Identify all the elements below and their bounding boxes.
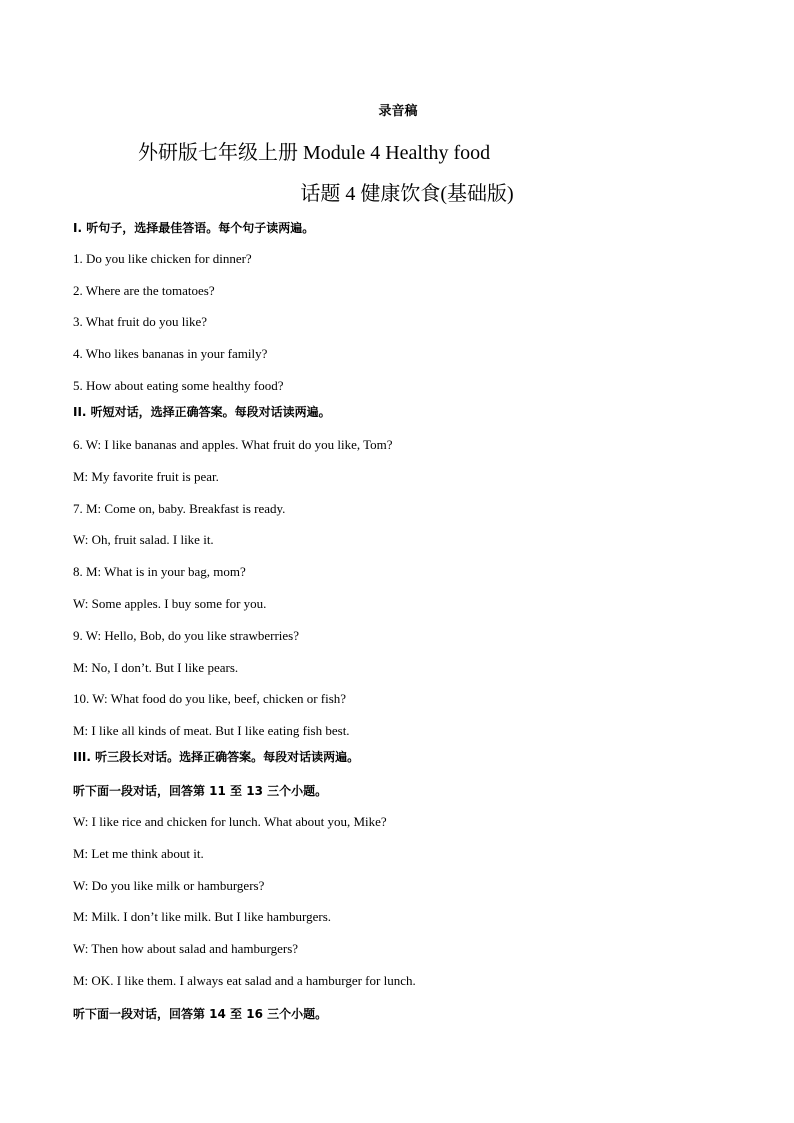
transcript-line: 5. How about eating some healthy food? — [73, 378, 284, 393]
document-label: 录音稿 — [378, 104, 418, 119]
transcript-line: M: OK. I like them. I always eat salad and a hamburger for lunch. — [73, 973, 416, 988]
document-title: 外研版七年级上册 Module 4 Healthy food — [138, 142, 491, 164]
transcript-line: 2. Where are the tomatoes? — [73, 283, 215, 298]
transcript-line: W: I like rice and chicken for lunch. What about you, Mike? — [73, 814, 387, 829]
transcript-line: M: My favorite fruit is pear. — [73, 469, 219, 484]
transcript-line: W: Do you like milk or hamburgers? — [73, 878, 265, 893]
transcript-line: W: Then how about salad and hamburgers? — [73, 941, 299, 956]
section-heading-3: III. 听三段长对话。选择正确答案。每段对话读两遍。 — [73, 750, 360, 764]
transcript-line: 10. W: What food do you like, beef, chicken or fish? — [73, 691, 347, 706]
transcript-line: 1. Do you like chicken for dinner? — [73, 251, 252, 266]
transcript-line: M: Milk. I don’t like milk. But I like hamburgers. — [73, 909, 332, 924]
transcript-line: 4. Who likes bananas in your family? — [73, 346, 268, 361]
transcript-line: 7. M: Come on, baby. Breakfast is ready. — [73, 501, 286, 516]
section-heading-1: Ⅰ. 听句子，选择最佳答语。每个句子读两遍。 — [73, 221, 315, 235]
section-heading-2: II. 听短对话，选择正确答案。每段对话读两遍。 — [73, 405, 331, 419]
transcript-line: W: Some apples. I buy some for you. — [73, 596, 267, 611]
transcript-line: W: Oh, fruit salad. I like it. — [73, 532, 214, 547]
transcript-line: M: No, I don’t. But I like pears. — [73, 660, 239, 675]
transcript-line: M: I like all kinds of meat. But I like eating fish best. — [73, 723, 350, 738]
transcript-line: 6. W: I like bananas and apples. What fruit do you like, Tom? — [73, 437, 393, 452]
transcript-line: 8. M: What is in your bag, mom? — [73, 564, 246, 579]
document-subtitle: 话题 4 健康饮食(基础版) — [300, 183, 514, 205]
dialogue-instruction: 听下面一段对话，回答第 14 至 16 三个小题。 — [73, 1007, 328, 1021]
transcript-line: M: Let me think about it. — [73, 846, 204, 861]
transcript-line: 9. W: Hello, Bob, do you like strawberries? — [73, 628, 300, 643]
transcript-line: 3. What fruit do you like? — [73, 314, 208, 329]
dialogue-instruction: 听下面一段对话，回答第 11 至 13 三个小题。 — [73, 784, 328, 798]
